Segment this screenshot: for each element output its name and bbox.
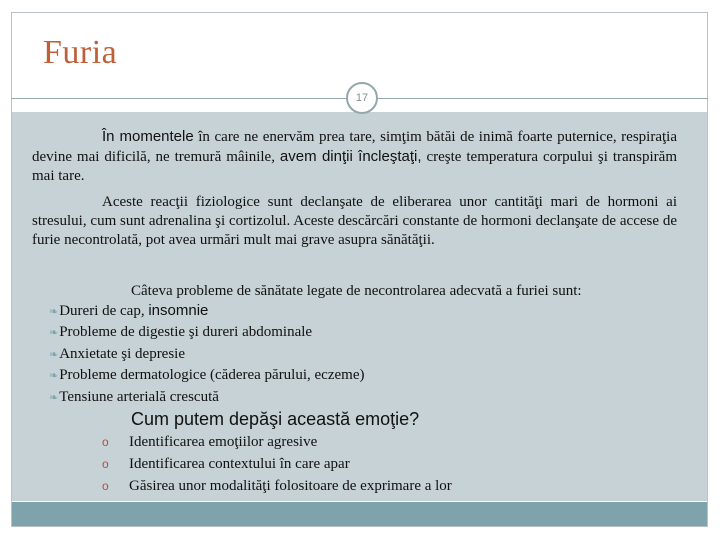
- leaf-bullet-icon: ❧: [49, 348, 59, 361]
- circle-outline-bullet-icon: o: [102, 479, 109, 493]
- bullet-text: Anxietate şi depresie: [59, 346, 186, 362]
- bullet-text: Probleme de digestie şi dureri abdominale: [59, 324, 313, 340]
- sub-item: [102, 455, 350, 474]
- paragraph-1: [32, 127, 677, 186]
- bullet-item: [49, 345, 185, 364]
- bullet-text-emphasis: insomnie: [148, 302, 209, 319]
- leaf-bullet-icon: ❧: [49, 391, 59, 404]
- bullet-item: [49, 301, 208, 321]
- paragraph-3: Câteva probleme de sănătate legate de necontrolarea adecvată a furiei sunt:: [131, 283, 582, 299]
- paragraph-2: Aceste reacţii fiziologice sunt declanşate de eliberarea unor cantităţi mari de hormoni ai stresului, cum sunt adrenalina şi cortizolul. Aceste descărcări constante de hormoni declanşate de accese de furie necontrolată, pot avea urmări mult mai grave asupra sănătăţii.: [32, 194, 677, 248]
- bullet-item: [49, 388, 219, 407]
- circle-outline-bullet-icon: o: [102, 435, 109, 449]
- page-number: 17: [346, 82, 378, 114]
- footer-bar: [12, 502, 707, 526]
- slide-title: Furia: [43, 34, 118, 71]
- bullet-item: [49, 323, 312, 342]
- paragraph-1-lead: În momentele: [102, 128, 194, 145]
- sub-item-text: Găsirea unor modalităţi folositoare de exprimare a lor: [129, 478, 452, 494]
- sub-item-text: Identificarea emoţiilor agresive: [129, 434, 318, 450]
- paragraph-1-emphasis: avem dinţii încleştaţi,: [279, 148, 422, 165]
- sub-item-text: Identificarea contextului în care apar: [129, 456, 350, 472]
- question-heading: Cum putem depăşi această emoţie?: [131, 409, 420, 429]
- paragraph-1-end: creşte temperatura corpului şi transpirăm mai tare.: [32, 149, 677, 184]
- bullet-text: Probleme dermatologice (căderea părului, eczeme): [59, 367, 365, 383]
- bullet-text: Tensiune arterială crescută: [59, 389, 219, 405]
- sub-item: [102, 433, 317, 452]
- bullet-text: Dureri de cap,: [59, 303, 149, 319]
- leaf-bullet-icon: ❧: [49, 369, 59, 382]
- leaf-bullet-icon: ❧: [49, 326, 59, 339]
- circle-outline-bullet-icon: o: [102, 457, 109, 471]
- bullet-item: [49, 366, 364, 385]
- paragraph-1-body: în care ne enervăm prea tare, simţim bătăi de inimă foarte puternice, respiraţia devine mai dificilă, ne tremură mâinile,: [32, 129, 677, 165]
- sub-item: [102, 477, 452, 496]
- leaf-bullet-icon: ❧: [49, 305, 59, 318]
